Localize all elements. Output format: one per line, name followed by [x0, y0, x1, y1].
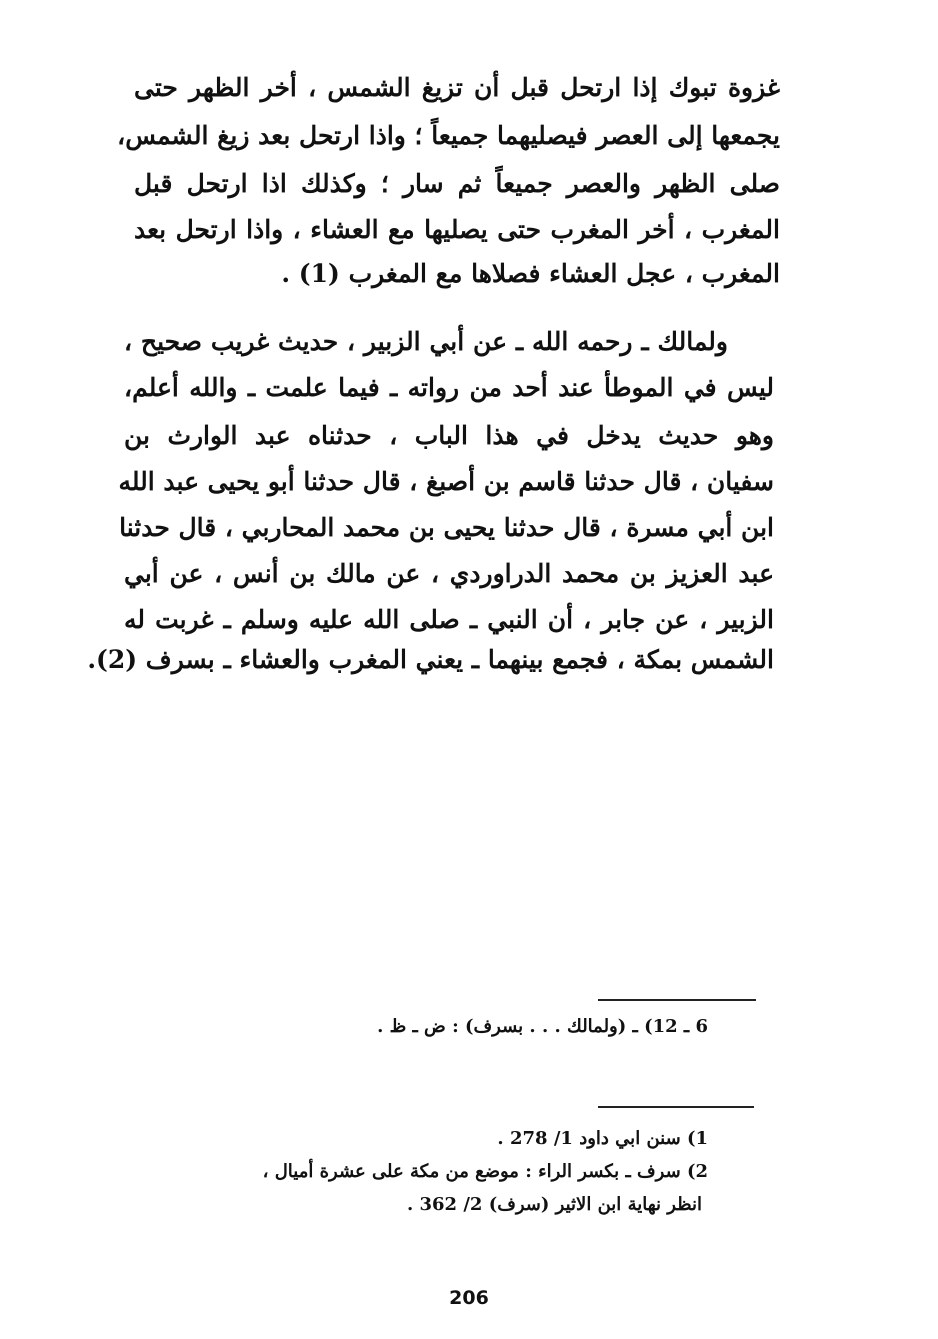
- text-line: الزبير ، عن جابر ، أن النبي ـ صلى الله عليه وسلم ـ غربت له: [124, 605, 774, 634]
- text-line: ليس في الموطأ عند أحد من رواته ـ فيما علمت ـ والله أعلم،: [124, 373, 774, 402]
- text-line: ابن أبي مسرة ، قال حدثنا يحيى بن محمد المحاربي ، قال حدثنا: [119, 513, 774, 542]
- text-line: صلى الظهر والعصر جميعاً ثم سار ؛ وكذلك اذا ارتحل قبل: [134, 169, 780, 198]
- separator-rule: [598, 999, 756, 1001]
- footnote-2-continuation: انظر نهاية ابن الاثير (سرف) 2/ 362 .: [406, 1194, 702, 1215]
- text-line: المغرب ، عجل العشاء فصلاها مع المغرب (1) .: [281, 259, 780, 288]
- variant-note: 6 ـ 12) ـ (ولمالك . . . بسرف) : ض ـ ظ .: [377, 1016, 708, 1037]
- text-line: وهو حديث يدخل في هذا الباب ، حدثناه عبد الوارث بن: [124, 421, 774, 450]
- text-line: سفيان ، قال حدثنا قاسم بن أصبغ ، قال حدثنا أبو يحيى عبد الله: [118, 467, 774, 496]
- footnote-2: 2) سرف ـ بكسر الراء : موضع من مكة على عشرة أميال ،: [262, 1161, 708, 1182]
- footnote-separator: [598, 1106, 754, 1108]
- text-line: المغرب ، أخر المغرب حتى يصليها مع العشاء ، واذا ارتحل بعد: [134, 215, 780, 244]
- text-line: عبد العزيز بن محمد الدراوردي ، عن مالك بن أنس ، عن أبي: [124, 559, 774, 588]
- text-line: الشمس بمكة ، فجمع بينهما ـ يعني المغرب والعشاء ـ بسرف (2).: [87, 645, 774, 674]
- text-line: ولمالك ـ رحمه الله ـ عن أبي الزبير ، حديث غريب صحيح ،: [124, 327, 728, 356]
- footnote-1: 1) سنن ابي داود 1/ 278 .: [497, 1128, 708, 1149]
- page-number: 206: [449, 1287, 489, 1309]
- text-line: غزوة تبوك إذا ارتحل قبل أن تزيغ الشمس ، أخر الظهر حتى: [134, 73, 780, 102]
- text-line: يجمعها إلى العصر فيصليهما جميعاً ؛ واذا ارتحل بعد زيغ الشمس،: [117, 121, 780, 150]
